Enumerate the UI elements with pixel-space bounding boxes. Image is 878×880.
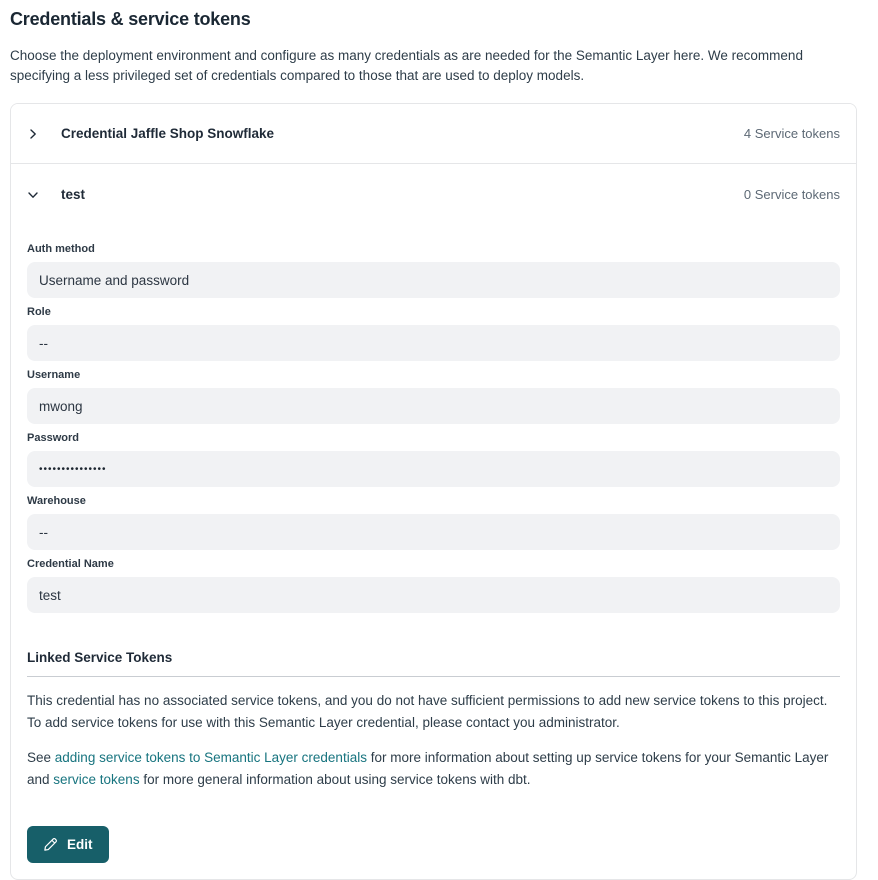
chevron-right-icon	[27, 128, 39, 140]
edit-button[interactable]	[27, 826, 109, 863]
password-field: •••••••••••••••	[27, 451, 840, 487]
credential-details	[11, 225, 856, 879]
auth-method-field: Username and password	[27, 262, 840, 298]
warehouse-field: --	[27, 514, 840, 550]
password-group	[27, 432, 840, 487]
linked-service-tokens-section	[27, 650, 840, 791]
credential-name-field: test	[27, 577, 840, 613]
credential-row-jaffle-shop	[11, 104, 856, 163]
role-field: --	[27, 325, 840, 361]
credential-name: test	[61, 187, 86, 202]
pencil-icon	[43, 837, 58, 852]
no-tokens-message: This credential has no associated service tokens, and you do not have sufficient permissions to add new service tokens to this project. To add service tokens for use with this Semantic Layer credential, please contact you administrator.	[27, 693, 828, 730]
section-divider	[27, 676, 840, 677]
page-description: Choose the deployment environment and configure as many credentials as are needed for the Semantic Layer here. We recommend specifying a less privileged set of credentials compared to those that are used to deploy models.	[10, 48, 803, 83]
service-tokens-docs-link[interactable]: service tokens	[53, 772, 140, 787]
edit-button-label: Edit	[67, 837, 93, 852]
auth-method-label: Auth method	[27, 243, 95, 255]
credential-accordion-toggle-jaffle-shop[interactable]	[11, 104, 856, 163]
docs-message-after: for more general information about using service tokens with dbt.	[139, 772, 531, 787]
role-group	[27, 306, 840, 361]
docs-message	[27, 747, 840, 791]
auth-method-group	[27, 243, 840, 298]
credential-row-test	[11, 163, 856, 879]
password-label: Password	[27, 432, 79, 444]
semantic-layer-credentials-docs-link[interactable]: adding service tokens to Semantic Layer credentials	[54, 750, 367, 765]
service-token-count: 4 Service tokens	[743, 126, 840, 141]
linked-service-tokens-heading: Linked Service Tokens	[27, 650, 173, 665]
username-label: Username	[27, 369, 81, 381]
page-title: Credentials & service tokens	[10, 9, 251, 29]
username-group	[27, 369, 840, 424]
credentials-card	[10, 103, 857, 880]
warehouse-label: Warehouse	[27, 495, 86, 507]
service-token-count: 0 Service tokens	[743, 187, 840, 202]
role-label: Role	[27, 306, 51, 318]
docs-message-middle: for more information about setting up service tokens for your Semantic Layer and	[27, 750, 829, 787]
username-field: mwong	[27, 388, 840, 424]
docs-message-before: See	[27, 750, 55, 765]
chevron-down-icon	[27, 189, 39, 201]
credential-name-label: Credential Name	[27, 558, 114, 570]
credential-accordion-toggle-test[interactable]	[11, 164, 856, 225]
credential-name: Credential Jaffle Shop Snowflake	[61, 126, 275, 141]
credential-name-group	[27, 558, 840, 613]
warehouse-group	[27, 495, 840, 550]
